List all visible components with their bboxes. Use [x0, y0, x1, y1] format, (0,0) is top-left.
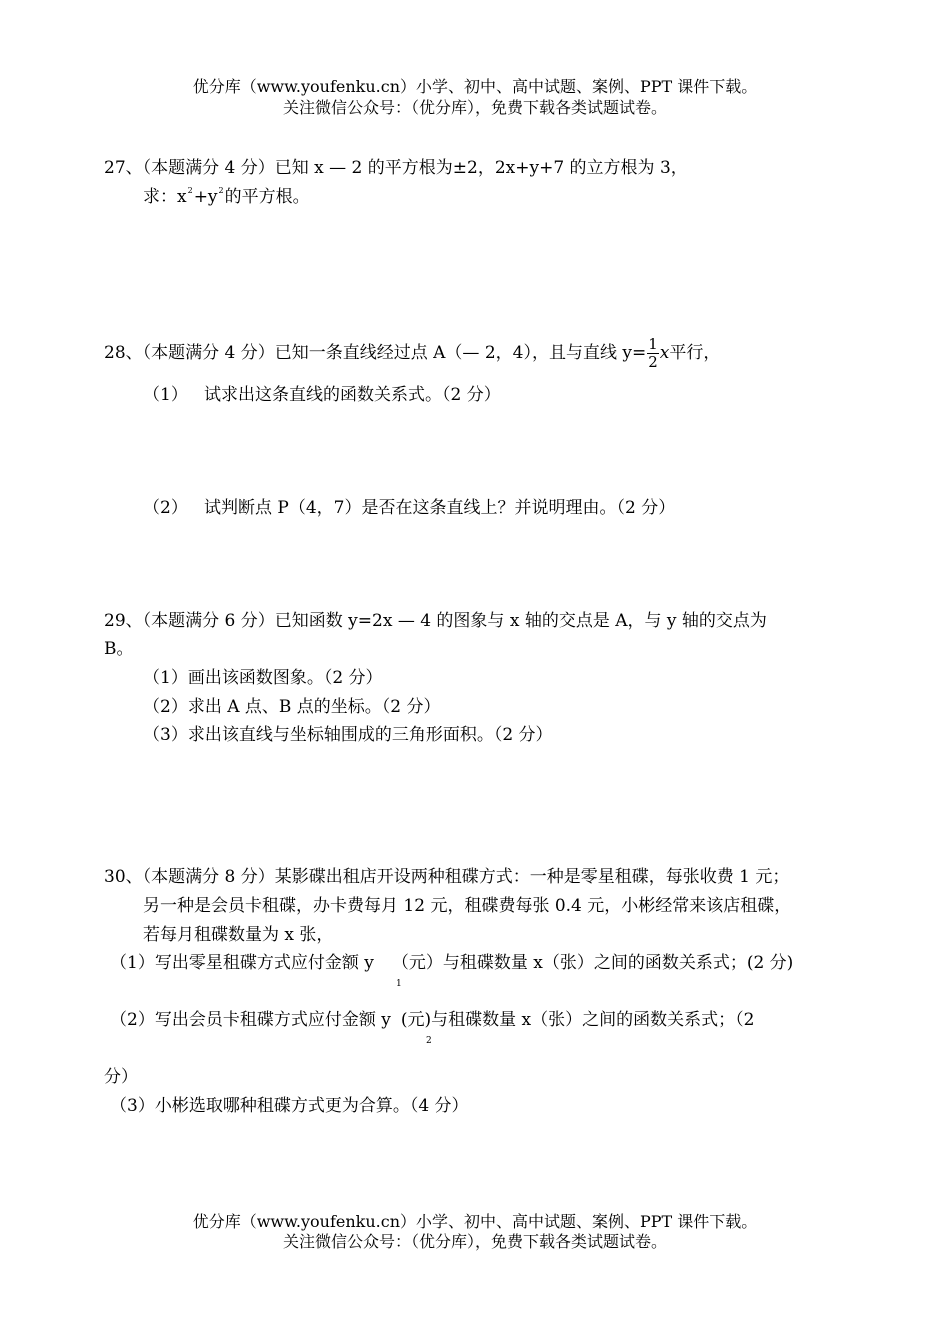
- q27-exponent-2: 2: [218, 186, 224, 195]
- q30-part-2-prefix: （2）写出会员卡租碟方式应付金额 y: [110, 1010, 391, 1030]
- q30-part-2-subscript: 2: [426, 1036, 432, 1046]
- q28-fraction: [647, 336, 659, 371]
- q30-part-1-prefix: （1）写出零星租碟方式应付金额 y: [110, 953, 374, 973]
- header-line-2: 关注微信公众号：（优分库），免费下载各类试题试卷。: [282, 98, 667, 117]
- q30-part-2: [110, 1009, 754, 1033]
- footer-line-1: 优分库（www.youfenku.cn）小学、初中、高中试题、案例、PPT 课件下载。: [192, 1212, 758, 1231]
- q30-part-2-continued: 分）: [104, 1067, 138, 1087]
- footer-line-2: 关注微信公众号：（优分库），免费下载各类试题试卷。: [282, 1232, 667, 1251]
- q28-part-2: （2） 试判断点 P（4，7）是否在这条直线上？并说明理由。（2 分）: [143, 498, 676, 518]
- q27-suffix: 的平方根。: [224, 187, 310, 207]
- q28-fraction-variable: x: [659, 343, 670, 363]
- q30-line-2: 另一种是会员卡租碟，办卡费每月 12 元，租碟费每张 0.4 元，小彬经常来该店租碟，: [143, 896, 792, 916]
- q28-fraction-numerator: 1: [648, 335, 658, 353]
- q30-part-1-subscript: 1: [396, 979, 402, 989]
- q28-suffix: 平行，: [669, 343, 721, 363]
- q29-line-2: B。: [104, 639, 134, 659]
- q29-part-1: （1）画出该函数图象。（2 分）: [143, 668, 383, 688]
- q28-part-1: （1） 试求出这条直线的函数关系式。（2 分）: [143, 385, 501, 405]
- q30-part-1-suffix: （元）与租碟数量 x（张）之间的函数关系式；(2 分): [391, 953, 794, 973]
- header-line-1: 优分库（www.youfenku.cn）小学、初中、高中试题、案例、PPT 课件下载。: [192, 77, 758, 96]
- q29-line-1: 29、（本题满分 6 分）已知函数 y=2x — 4 的图象与 x 轴的交点是 A，与 y 轴的交点为: [104, 611, 767, 631]
- q27-prefix: 求：x: [143, 187, 187, 207]
- q30-part-1: [110, 952, 793, 976]
- q29-part-2: （2）求出 A 点、B 点的坐标。（2 分）: [143, 697, 441, 717]
- q27-line-2: [143, 185, 310, 210]
- q27-mid: +y: [193, 187, 218, 207]
- q30-line-3: 若每月租碟数量为 x 张，: [143, 925, 334, 945]
- q27-exponent-1: 2: [187, 186, 193, 195]
- q30-line-1: 30、（本题满分 8 分）某影碟出租店开设两种租碟方式：一种是零星租碟，每张收费 1 元；: [104, 867, 790, 887]
- q28-fraction-denominator: 2: [648, 353, 658, 371]
- q30-part-3: （3）小彬选取哪种租碟方式更为合算。（4 分）: [110, 1096, 469, 1116]
- q28-line-1: [104, 336, 720, 371]
- q29-part-3: （3）求出该直线与坐标轴围成的三角形面积。（2 分）: [143, 725, 553, 745]
- q27-line-1: 27、（本题满分 4 分）已知 x — 2 的平方根为±2，2x+y+7 的立方根为 3，: [104, 158, 688, 178]
- q28-prefix: 28、（本题满分 4 分）已知一条直线经过点 A（— 2，4），且与直线 y=: [104, 343, 647, 363]
- q30-part-2-suffix: (元)与租碟数量 x（张）之间的函数关系式；（2: [400, 1010, 755, 1030]
